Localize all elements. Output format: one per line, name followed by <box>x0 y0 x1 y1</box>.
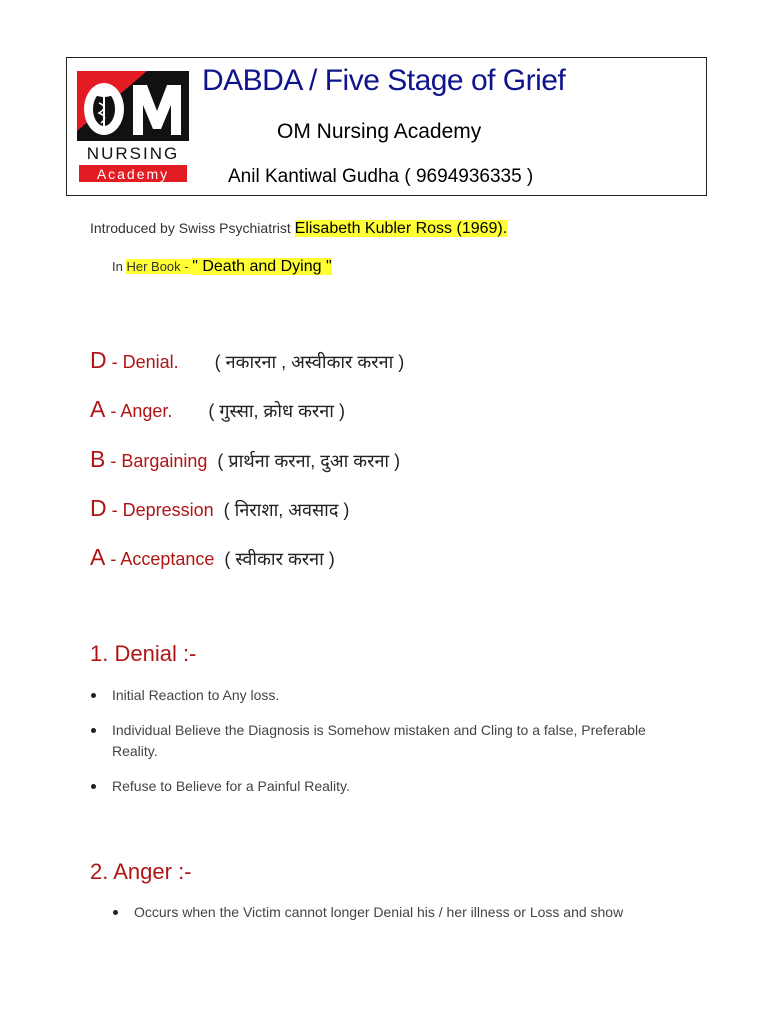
stage-sep: - <box>105 451 122 471</box>
list-item: Individual Believe the Diagnosis is Somehow mistaken and Cling to a false, Preferable Reality. <box>90 720 650 762</box>
stage-name: Bargaining <box>121 451 208 471</box>
intro-prefix: Introduced by Swiss Psychiatrist <box>90 220 295 236</box>
stage-letter: B <box>90 446 106 472</box>
page-title: DABDA / Five Stage of Grief <box>202 64 566 97</box>
stage-hindi: ( गुस्सा, क्रोध करना ) <box>208 401 345 421</box>
logo-academy-text: Academy <box>96 166 170 182</box>
stage-name: Denial. <box>122 352 179 372</box>
om-nursing-academy-logo <box>77 71 189 183</box>
stage-sep: - <box>106 500 123 520</box>
logo-nursing-text: NURSING <box>86 144 180 163</box>
book-line <box>112 258 332 276</box>
header-box <box>66 57 707 196</box>
book-prefix: In <box>112 259 127 274</box>
stage-hindi: ( नकारना , अस्वीकार करना ) <box>214 352 405 372</box>
stage-letter: D <box>90 495 107 521</box>
stage-name: Depression <box>122 500 214 520</box>
section-heading-denial: 1. Denial :- <box>90 641 197 666</box>
intro-line <box>90 220 507 238</box>
stage-hindi: ( स्वीकार करना ) <box>224 549 335 569</box>
publication-year: (1969). <box>452 220 508 237</box>
stage-sep: - <box>105 549 121 569</box>
list-item: Refuse to Believe for a Painful Reality. <box>90 776 650 797</box>
book-title: " Death and Dying " <box>192 258 332 275</box>
stage-depression <box>90 495 349 522</box>
stage-sep: - <box>105 401 121 421</box>
anger-bullet-list <box>112 902 712 937</box>
stage-letter: D <box>90 347 107 373</box>
author-name: Elisabeth Kubler Ross <box>294 220 453 237</box>
denial-bullet-list <box>90 685 650 811</box>
stage-sep: - <box>106 352 123 372</box>
stage-hindi: ( निराशा, अवसाद ) <box>223 500 350 520</box>
section-heading-anger: 2. Anger :- <box>90 859 192 884</box>
stage-name: Anger. <box>120 401 173 421</box>
list-item: Initial Reaction to Any loss. <box>90 685 650 706</box>
stage-denial <box>90 347 404 374</box>
contact-info: Anil Kantiwal Gudha ( 9694936335 ) <box>228 166 534 187</box>
stage-acceptance <box>90 544 335 571</box>
list-item: Occurs when the Victim cannot longer Denial his / her illness or Loss and show <box>112 902 712 923</box>
stage-bargaining <box>90 446 400 473</box>
stage-name: Acceptance <box>120 549 215 569</box>
stage-anger <box>90 396 345 423</box>
stage-hindi: ( प्रार्थना करना, दुआ करना ) <box>217 451 401 471</box>
stage-letter: A <box>90 544 106 570</box>
academy-name: OM Nursing Academy <box>277 120 482 143</box>
book-label: Her Book - <box>126 259 193 274</box>
stage-letter: A <box>90 396 106 422</box>
